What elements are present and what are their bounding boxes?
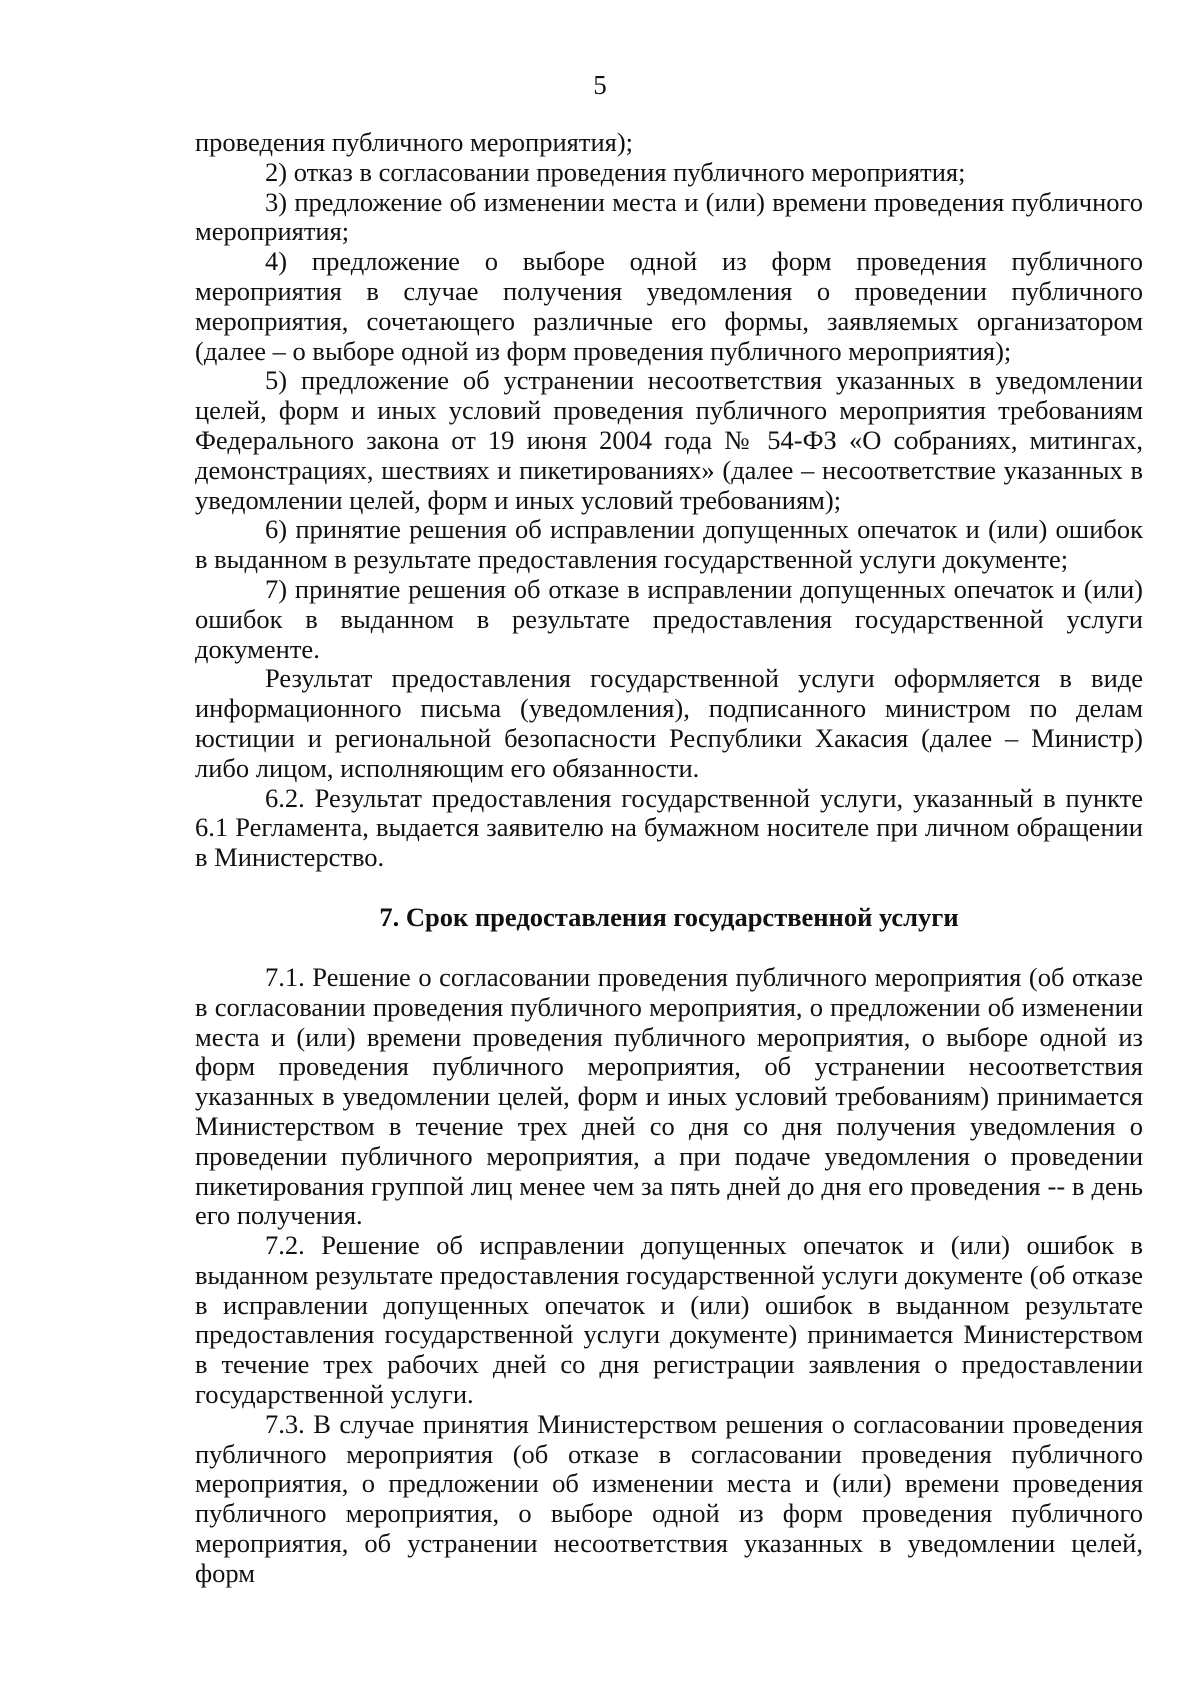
result-format-paragraph: Результат предоставления государственной услуги оформляется в виде информационного письма (уведомления), подписанного министром по делам юстиции и региональной безопасности Республики Хакасия (далее – Министр) либо лицом, исполняющим его обязанности. [195, 663, 1143, 783]
clause-7-3: 7.3. В случае принятия Министерством решения о согласовании проведения публичного мероприятия (об отказе в согласовании проведения публичного мероприятия, о предложении об изменении места и (или) времени проведения публичного мероприятия, о выборе одной из форм проведения публичного мероприятия, об устранении несоответствия указанных в уведомлении целей, форм [195, 1408, 1143, 1588]
paragraph-continuation: проведения публичного мероприятия); [195, 127, 634, 157]
list-item-3: 3) предложение об изменении места и (или) времени проведения публичного мероприятия; [195, 186, 1143, 247]
list-item-5: 5) предложение об устранении несоответствия указанных в уведомлении целей, форм и иных условий проведения публичного мероприятия требованиям Федерального закона от 19 июня 2004 года № 54-ФЗ «О собраниях, митингах, демонстрациях, шествиях и пикетированиях» (далее – несоответствие указанных в уведомлении целей, форм и иных условий требованиям); [195, 365, 1143, 515]
clause-7-2: 7.2. Решение об исправлении допущенных опечаток и (или) ошибок в выданном результате предоставления государственной услуги документе (об отказе в исправлении допущенных опечаток и (или) ошибок в выданном результате предоставления государственной услуги документе) принимается Министерством в течение трех рабочих дней со дня регистрации заявления о предоставлении государственной услуги. [195, 1230, 1143, 1410]
page-number: 5 [593, 70, 607, 100]
clause-7-1: 7.1. Решение о согласовании проведения публичного мероприятия (об отказе в согласовании проведения публичного мероприятия, о предложении об изменении места и (или) времени проведения публичного мероприятия, о выборе одной из форм проведения публичного мероприятия, об устранении несоответствия указанных в уведомлении целей, форм и иных условий требованиям) принимается Министерством в течение трех дней со дня со дня получения уведомления о проведении публичного мероприятия, а при подаче уведомления о проведении пикетирования группой лиц менее чем за пять дней до дня его проведения -- в день его получения. [195, 961, 1143, 1231]
list-item-6: 6) принятие решения об исправлении допущенных опечаток и (или) ошибок в выданном в результате предоставления государственной услуги документе; [195, 514, 1143, 575]
list-item-2: 2) отказ в согласовании проведения публичного мероприятия; [265, 156, 966, 187]
list-item-4: 4) предложение о выборе одной из форм проведения публичного мероприятия в случае получения уведомления о проведении публичного мероприятия, сочетающего различные его формы, заявляемых организатором (далее – о выборе одной из форм проведения публичного мероприятия); [195, 246, 1143, 366]
clause-6-2: 6.2. Результат предоставления государственной услуги, указанный в пункте 6.1 Регламента, выдается заявителю на бумажном носителе при личном обращении в Министерство. [195, 782, 1143, 873]
list-item-7: 7) принятие решения об отказе в исправлении допущенных опечаток и (или) ошибок в выданном в результате предоставления государственной услуги документе. [195, 573, 1143, 664]
section-heading: 7. Срок предоставления государственной услуги [379, 901, 959, 932]
document-body [195, 128, 1143, 1589]
